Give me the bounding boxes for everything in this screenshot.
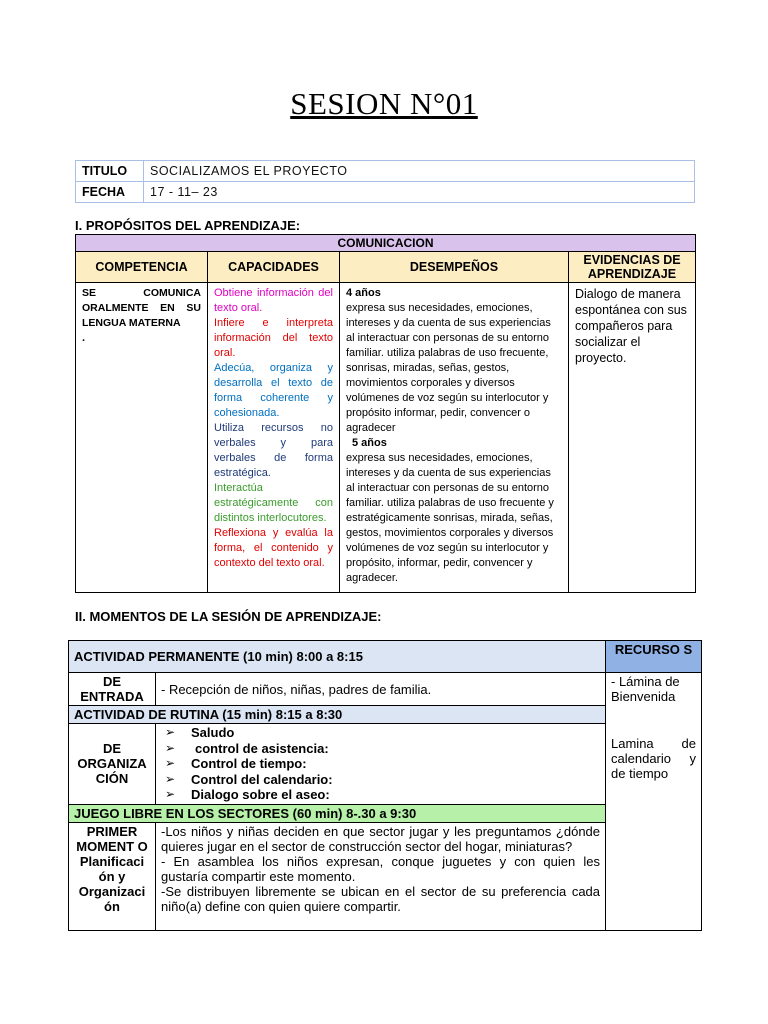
- rutina-item: ➢ Dialogo sobre el aseo:: [191, 787, 600, 803]
- header-competencia: COMPETENCIA: [76, 252, 208, 283]
- capacidad-item: Obtiene información del texto oral.: [214, 287, 333, 314]
- capacidad-item: Adecúa, organiza y desarrolla el texto de forma coherente y cohesionada.: [214, 362, 333, 419]
- recursos-1: - Lámina de Bienvenida: [611, 674, 680, 704]
- desempenos-4-title: 4 años: [346, 287, 381, 299]
- recursos-header: RECURSO S: [606, 641, 702, 673]
- header-desempenos: DESEMPEÑOS: [340, 252, 569, 283]
- recursos-2: Lamina de calendario y de tiempo: [611, 736, 697, 781]
- juego-line: -Los niños y niñas deciden en que sector jugar y les preguntamos ¿dónde quieres jugar en el sector de construcción sector del hogar, miniaturas?: [161, 823, 601, 854]
- area-title: COMUNICACION: [76, 235, 696, 252]
- purposes-table: [75, 234, 696, 593]
- competencia-text: SE COMUNICA ORALMENTE EN SU LENGUA MATERNA: [82, 287, 201, 329]
- header-capacidades: CAPACIDADES: [208, 252, 340, 283]
- fecha-value: 17 - 11– 23: [144, 182, 695, 203]
- juego-header: JUEGO LIBRE EN LOS SECTORES (60 min) 8-.30 a 9:30: [69, 804, 606, 822]
- titulo-row: [76, 161, 695, 182]
- section2-heading: II. MOMENTOS DE LA SESIÓN DE APRENDIZAJE:: [75, 609, 382, 624]
- header-evidencias: EVIDENCIAS DE APRENDIZAJE: [569, 252, 696, 283]
- desempenos-5-text: expresa sus necesidades, emociones, intereses y da cuenta de sus experiencias al interactuar con personas de su entorno familiar. utiliza palabras de uso frecuente y estratégicamente sonrisas, mirada, señas, gestos, movimientos corporales y diversos volúmenes de voz según su interlocutor y propósito, informar, pedir, convencer y agradecer.: [346, 452, 554, 584]
- entrada-label: DE ENTRADA: [69, 673, 156, 706]
- titulo-label: TITULO: [76, 161, 144, 182]
- section1-heading: I. PROPÓSITOS DEL APRENDIZAJE:: [75, 218, 301, 233]
- recursos-cell: [606, 673, 702, 931]
- rutina-item: ➢ control de asistencia:: [191, 741, 600, 757]
- juego-line: - En asamblea los niños expresan, conque juguetes y con quien les gustaría compartir este momento.: [161, 853, 601, 884]
- entrada-text: - Recepción de niños, niñas, padres de familia.: [156, 673, 606, 706]
- organizacion-label: DE ORGANIZA CIÓN: [69, 724, 156, 805]
- capacidad-item: Utiliza recursos no verbales y para verbales de forma estratégica.: [214, 422, 333, 479]
- titulo-value: SOCIALIZAMOS EL PROYECTO: [144, 161, 695, 182]
- rutina-item: ➢ Control del calendario:: [191, 772, 600, 788]
- juego-cell: [156, 822, 606, 930]
- capacidad-item: Interactúa estratégicamente con distintos interlocutores.: [214, 482, 333, 524]
- rutina-item: ➢ Saludo: [191, 725, 600, 741]
- rutina-cell: [156, 724, 606, 805]
- capacidad-item: Infiere e interpreta información del texto oral.: [214, 317, 333, 359]
- capacidades-cell: [208, 283, 340, 593]
- page-title: SESION N°01: [290, 86, 478, 121]
- capacidad-item: Reflexiona y evalúa la forma, el contenido y contexto del texto oral.: [214, 527, 333, 569]
- juego-line: -Se distribuyen libremente se ubican en el sector de su preferencia cada niño(a) define con quien quiere compartir.: [161, 883, 601, 914]
- rutina-item: ➢ Control de tiempo:: [191, 756, 600, 772]
- rutina-header: ACTIVIDAD DE RUTINA (15 min) 8:15 a 8:30: [69, 706, 606, 724]
- desempenos-cell: [340, 283, 569, 593]
- moments-table: [68, 640, 702, 931]
- evidencias-cell: Dialogo de manera espontánea con sus compañeros para socializar el proyecto.: [569, 283, 696, 593]
- competencia-dot: .: [82, 332, 86, 344]
- desempenos-5-title: 5 años: [352, 437, 387, 449]
- primer-momento-label: PRIMER MOMENT O Planificaci ón y Organizaci ón: [69, 822, 156, 930]
- info-table: [75, 160, 695, 203]
- fecha-label: FECHA: [76, 182, 144, 203]
- competencia-cell: [76, 283, 208, 593]
- fecha-row: [76, 182, 695, 203]
- actividad-permanente-header: ACTIVIDAD PERMANENTE (10 min) 8:00 a 8:15: [69, 641, 606, 673]
- desempenos-4-text: expresa sus necesidades, emociones, intereses y da cuenta de sus experiencias al interactuar con personas de su entorno familiar. utiliza palabras de uso frecuente, sonrisas, miradas, señas, gestos, movimientos corporales y diversos volúmenes de voz según su interlocutor y propósito informar, pedir, convencer o agradecer: [346, 302, 551, 434]
